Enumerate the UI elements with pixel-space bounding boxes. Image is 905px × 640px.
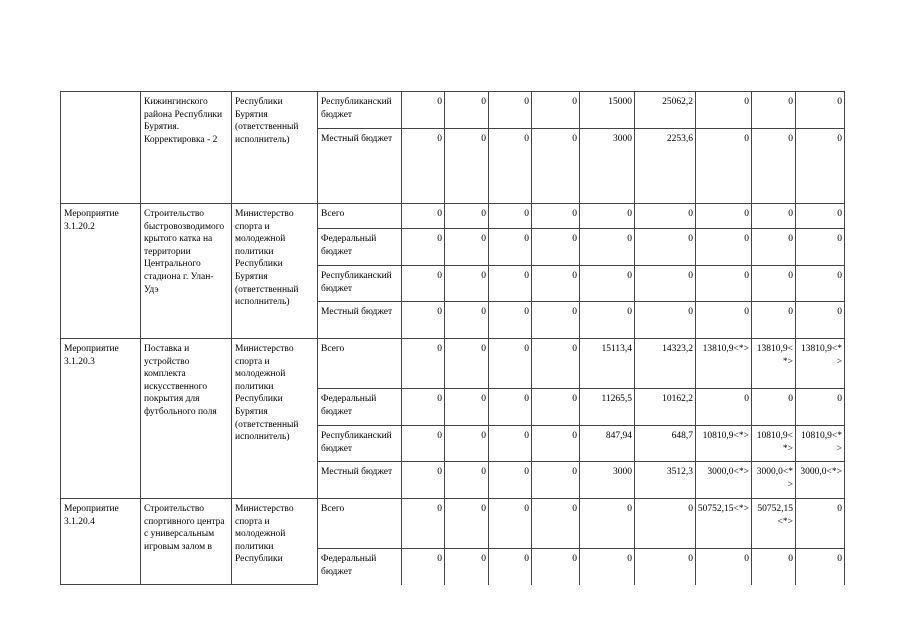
value-cell: 0 — [752, 389, 796, 426]
value-cell: 0 — [445, 302, 489, 339]
value-cell: 0 — [489, 389, 532, 426]
value-cell: 50752,15<*> — [752, 499, 796, 549]
value-cell: 10810,9<*> — [796, 426, 845, 462]
value-cell: 0 — [696, 302, 752, 339]
value-cell: 0 — [696, 129, 752, 204]
value-cell: 0 — [532, 266, 580, 302]
value-cell: 0 — [402, 204, 445, 229]
funding-source-cell: Всего — [318, 339, 402, 389]
value-cell: 0 — [532, 92, 580, 129]
value-cell: 0 — [489, 426, 532, 462]
value-cell: 0 — [489, 549, 532, 585]
value-cell: 0 — [752, 229, 796, 266]
value-cell: 0 — [489, 266, 532, 302]
value-cell: 0 — [635, 266, 696, 302]
value-cell: 0 — [635, 499, 696, 549]
funding-source-cell: Республиканский бюджет — [318, 266, 402, 302]
value-cell: 0 — [696, 92, 752, 129]
value-cell: 13810,9<*> — [696, 339, 752, 389]
value-cell: 0 — [696, 549, 752, 585]
value-cell: 0 — [489, 204, 532, 229]
value-cell: 3000,0<*> — [696, 462, 752, 499]
table-row — [61, 339, 845, 389]
value-cell: 0 — [445, 339, 489, 389]
funding-source-cell: Всего — [318, 204, 402, 229]
value-cell: 13810,9<*> — [796, 339, 845, 389]
value-cell: 25062,2 — [635, 92, 696, 129]
funding-source-cell: Республиканский бюджет — [318, 92, 402, 129]
value-cell: 0 — [696, 204, 752, 229]
value-cell: 0 — [402, 92, 445, 129]
value-cell: 0 — [796, 302, 845, 339]
value-cell: 0 — [580, 549, 635, 585]
table-row — [61, 92, 845, 129]
event-cell — [61, 92, 141, 204]
value-cell: 0 — [402, 302, 445, 339]
value-cell: 10810,9<*> — [752, 426, 796, 462]
value-cell: 0 — [532, 339, 580, 389]
value-cell: 0 — [796, 549, 845, 585]
value-cell: 0 — [532, 389, 580, 426]
event-cell: Мероприятие 3.1.20.3 — [61, 339, 141, 499]
value-cell: 0 — [402, 389, 445, 426]
value-cell: 0 — [489, 229, 532, 266]
value-cell: 2253,6 — [635, 129, 696, 204]
funding-source-cell: Местный бюджет — [318, 129, 402, 204]
value-cell: 847,94 — [580, 426, 635, 462]
value-cell: 10162,2 — [635, 389, 696, 426]
value-cell: 50752,15<*> — [696, 499, 752, 549]
value-cell: 11265,5 — [580, 389, 635, 426]
value-cell: 0 — [489, 462, 532, 499]
event-cell: Мероприятие 3.1.20.4 — [61, 499, 141, 585]
value-cell: 0 — [402, 426, 445, 462]
value-cell: 0 — [445, 499, 489, 549]
value-cell: 0 — [402, 129, 445, 204]
value-cell: 0 — [489, 302, 532, 339]
value-cell: 0 — [445, 426, 489, 462]
executor-cell: Министерство спорта и молодежной политики Республики — [232, 499, 318, 585]
value-cell: 0 — [445, 462, 489, 499]
table-row — [61, 204, 845, 229]
executor-cell: Министерство спорта и молодежной политики Республики Бурятия (ответственный исполнитель) — [232, 204, 318, 339]
value-cell: 0 — [796, 204, 845, 229]
funding-source-cell: Федеральный бюджет — [318, 389, 402, 426]
value-cell: 0 — [752, 549, 796, 585]
funding-source-cell: Местный бюджет — [318, 462, 402, 499]
value-cell: 0 — [580, 204, 635, 229]
value-cell: 15000 — [580, 92, 635, 129]
value-cell: 0 — [696, 389, 752, 426]
value-cell: 0 — [445, 129, 489, 204]
value-cell: 0 — [532, 499, 580, 549]
value-cell: 0 — [445, 229, 489, 266]
value-cell: 0 — [752, 92, 796, 129]
value-cell: 0 — [402, 549, 445, 585]
value-cell: 0 — [580, 302, 635, 339]
title-cell: Строительство быстровозводимого крытого катка на территории Центрального стадиона г. Улан-Удэ — [141, 204, 232, 339]
value-cell: 0 — [796, 499, 845, 549]
value-cell: 0 — [752, 129, 796, 204]
value-cell: 0 — [532, 302, 580, 339]
value-cell: 0 — [796, 229, 845, 266]
value-cell: 3000,0<*> — [752, 462, 796, 499]
value-cell: 10810,9<*> — [696, 426, 752, 462]
executor-cell: Министерство спорта и молодежной политики Республики Бурятия (ответственный исполнитель) — [232, 339, 318, 499]
value-cell: 0 — [445, 549, 489, 585]
value-cell: 0 — [445, 204, 489, 229]
value-cell: 0 — [532, 549, 580, 585]
value-cell: 0 — [532, 229, 580, 266]
value-cell: 0 — [796, 92, 845, 129]
value-cell: 0 — [635, 302, 696, 339]
value-cell: 0 — [402, 339, 445, 389]
value-cell: 0 — [580, 229, 635, 266]
funding-source-cell: Республиканский бюджет — [318, 426, 402, 462]
value-cell: 3512,3 — [635, 462, 696, 499]
title-cell: Кижингинского района Республики Бурятия. Корректировка - 2 — [141, 92, 232, 204]
value-cell: 13810,9<*> — [752, 339, 796, 389]
value-cell: 0 — [752, 302, 796, 339]
value-cell: 0 — [796, 389, 845, 426]
value-cell: 0 — [489, 129, 532, 204]
value-cell: 14323,2 — [635, 339, 696, 389]
value-cell: 0 — [696, 266, 752, 302]
value-cell: 3000 — [580, 129, 635, 204]
event-cell: Мероприятие 3.1.20.2 — [61, 204, 141, 339]
value-cell: 3000,0<*> — [796, 462, 845, 499]
value-cell: 0 — [752, 266, 796, 302]
value-cell: 15113,4 — [580, 339, 635, 389]
value-cell: 0 — [489, 92, 532, 129]
value-cell: 0 — [445, 92, 489, 129]
value-cell: 0 — [532, 129, 580, 204]
funding-source-cell: Федеральный бюджет — [318, 229, 402, 266]
funding-source-cell: Местный бюджет — [318, 302, 402, 339]
value-cell: 0 — [696, 229, 752, 266]
table-body — [61, 92, 845, 585]
budget-table — [60, 91, 845, 585]
value-cell: 0 — [796, 266, 845, 302]
funding-source-cell: Федеральный бюджет — [318, 549, 402, 585]
value-cell: 3000 — [580, 462, 635, 499]
value-cell: 0 — [445, 266, 489, 302]
value-cell: 0 — [532, 462, 580, 499]
value-cell: 0 — [635, 549, 696, 585]
value-cell: 0 — [402, 266, 445, 302]
value-cell: 0 — [402, 462, 445, 499]
value-cell: 0 — [532, 204, 580, 229]
value-cell: 0 — [580, 266, 635, 302]
value-cell: 0 — [580, 499, 635, 549]
value-cell: 0 — [752, 204, 796, 229]
funding-source-cell: Всего — [318, 499, 402, 549]
value-cell: 0 — [489, 499, 532, 549]
value-cell: 0 — [489, 339, 532, 389]
table-row — [61, 499, 845, 549]
value-cell: 0 — [402, 229, 445, 266]
title-cell: Строительство спортивного центра с универсальным игровым залом в — [141, 499, 232, 585]
value-cell: 648,7 — [635, 426, 696, 462]
value-cell: 0 — [796, 129, 845, 204]
value-cell: 0 — [532, 426, 580, 462]
value-cell: 0 — [635, 204, 696, 229]
value-cell: 0 — [445, 389, 489, 426]
value-cell: 0 — [402, 499, 445, 549]
value-cell: 0 — [635, 229, 696, 266]
title-cell: Поставка и устройство комплекта искусственного покрытия для футбольного поля — [141, 339, 232, 499]
executor-cell: Республики Бурятия (ответственный исполнитель) — [232, 92, 318, 204]
